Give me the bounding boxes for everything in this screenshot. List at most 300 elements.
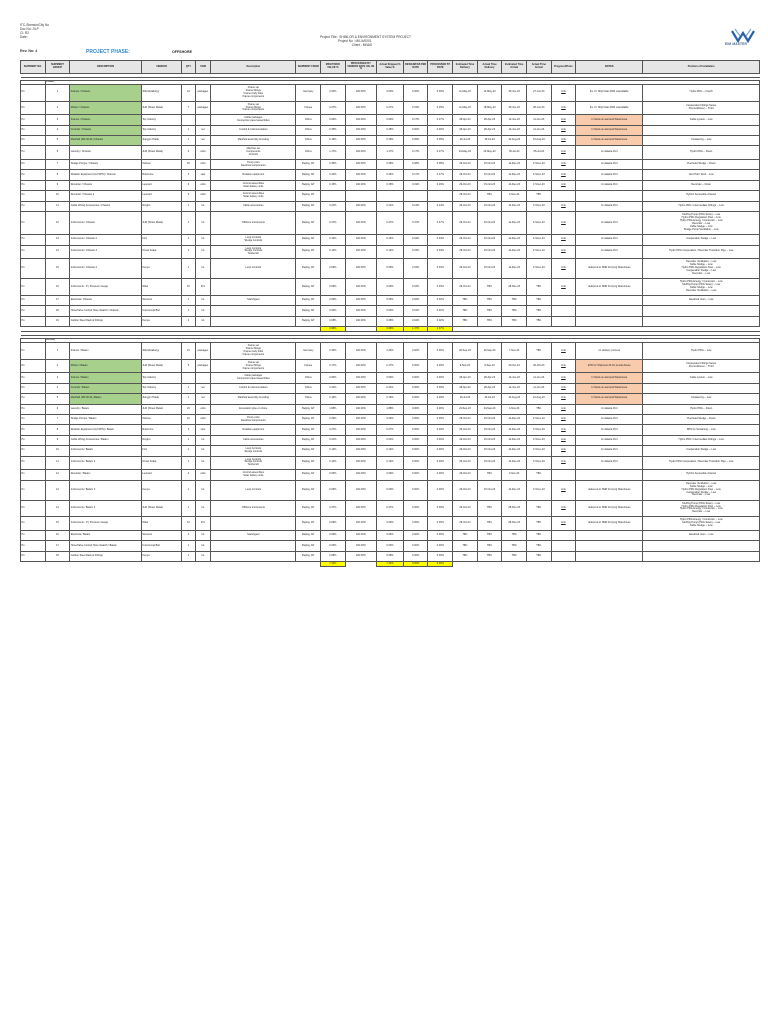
table-row <box>21 306 760 316</box>
progress-photo-link[interactable]: Link <box>551 446 576 456</box>
uom-cell: lot <box>195 480 211 500</box>
shipment-no-cell: Po <box>21 517 46 531</box>
value-cell: 0.00% <box>428 551 453 561</box>
atd-cell: 15-Oct-23 <box>477 425 502 435</box>
value-cell: 0.17% <box>403 115 428 125</box>
ata-cell: 05-Jul-23 <box>526 146 551 160</box>
value-cell: 0.36% <box>376 160 403 170</box>
position-cell: Recorder Ventilation -- Low Cable Sludge -- Low Hydro PRG Regulation Flow -- Low Cooperation Sludge -- Low Recorder -- Low <box>643 480 760 500</box>
table-row <box>21 245 760 259</box>
position-cell <box>643 551 760 561</box>
item-description-cell: Offshore instruments <box>211 212 296 235</box>
total-cell: 7.31% <box>321 562 346 567</box>
shipment-no-cell: Po <box>21 170 46 180</box>
qty-cell: 1 <box>182 295 195 305</box>
column-header: SHIPMENT FROM <box>296 61 321 74</box>
value-cell: 100.00% <box>345 517 376 531</box>
shipment-no-cell: Po <box>21 415 46 425</box>
ata-cell: 17-Dec-23 <box>526 259 551 279</box>
atd-cell: 24-May-23 <box>477 146 502 160</box>
blank-cell <box>211 562 296 567</box>
table-row <box>21 279 760 296</box>
qty-cell: 6 <box>182 191 195 201</box>
shipment-no-cell: Po <box>21 295 46 305</box>
value-cell: 0.08% <box>376 316 403 326</box>
item-description-cell: Loop Controls Sludge Controls Testbench <box>211 245 296 259</box>
eta-cell: 12-Dec-23 <box>502 201 527 211</box>
ata-cell: TBC <box>526 306 551 316</box>
value-cell: 0.03% <box>403 259 428 279</box>
ata-cell: TBC <box>526 517 551 531</box>
value-cell: 0.47% <box>428 212 453 235</box>
value-cell: 100.00% <box>345 146 376 160</box>
vendor-cell: Wika <box>141 279 181 296</box>
notes-cell: delivered to SMR Ferrying Warehouse <box>576 480 643 500</box>
progress-photo-link[interactable]: Link <box>551 517 576 531</box>
value-cell: 0.31% <box>376 383 403 393</box>
notes-cell: delivered to SMR Ferrying Warehouse <box>576 500 643 517</box>
progress-photo-link[interactable]: Link <box>551 394 576 404</box>
etd-cell: 11-May-23 <box>453 101 478 115</box>
column-header: Actual Shipped % Value % <box>376 61 403 74</box>
shipment-no-cell: Po <box>21 125 46 135</box>
value-cell: 0.01% <box>428 306 453 316</box>
shipment-from-cell: Beijing, AP <box>296 500 321 517</box>
table-row <box>21 456 760 470</box>
value-cell: 100.00% <box>345 306 376 316</box>
progress-photo-link[interactable]: Link <box>551 500 576 517</box>
column-header: QTY <box>182 61 195 74</box>
value-cell: 100.00% <box>345 180 376 190</box>
progress-photo-link[interactable]: Link <box>551 146 576 160</box>
shipment-from-cell: China <box>296 394 321 404</box>
vendor-cell: Jiangyin Haida <box>141 394 181 404</box>
value-cell: 0.35% <box>321 125 346 135</box>
atd-cell: 15-Oct-23 <box>477 245 502 259</box>
position-cell: Hydro PRG Energy / Conductor -- Low Stuffing Pump (PRG Swan) -- Low Cable Sludge -- Low Recorder Ventilation -- Low <box>643 279 760 296</box>
qty-cell: 1 <box>182 235 195 245</box>
value-cell: 0.14% <box>428 201 453 211</box>
notes-cell: At Jakarta Port <box>576 456 643 470</box>
shipment-from-cell: Beijing, AP <box>296 259 321 279</box>
progress-photo-link[interactable]: Link <box>551 170 576 180</box>
value-cell <box>345 191 376 201</box>
progress-photo-link[interactable]: Link <box>551 435 576 445</box>
value-cell: 0.17% <box>376 359 403 373</box>
position-cell: Hybrid: Accessible channel <box>643 191 760 201</box>
table-row <box>21 500 760 517</box>
progress-photo-link <box>551 316 576 326</box>
qty-cell: 1 <box>182 259 195 279</box>
vendor-cell: JLM (Sheet Metal) <box>141 359 181 373</box>
etd-cell: 24-Sep-23 <box>453 404 478 414</box>
qty-cell: 20 <box>182 160 195 170</box>
description-cell: Carbon Steel Rack & Fittings <box>70 316 142 326</box>
column-header: SHIPMENT GROUP <box>45 61 70 74</box>
vendor-cell: JFE Metallurgy <box>141 84 181 101</box>
shipment-from-cell: Beijing, AP <box>296 295 321 305</box>
progress-photo-link[interactable]: Link <box>551 245 576 259</box>
total-cell: 7.31% <box>376 562 403 567</box>
value-cell: 0.17% <box>321 359 346 373</box>
position-cell: Hydro PRG -- Fourth <box>643 84 760 101</box>
shipment-from-cell: Beijing, AP <box>296 279 321 296</box>
notes-cell: In Stock-on-demand Warehouse <box>576 383 643 393</box>
ata-cell: TBC <box>526 500 551 517</box>
etd-cell: 29-Oct-23 <box>453 201 478 211</box>
qty-cell: 1 <box>182 125 195 135</box>
value-cell: 100.00% <box>345 446 376 456</box>
progress-photo-link[interactable]: Link <box>551 359 576 373</box>
progress-photo-link[interactable]: Link <box>551 425 576 435</box>
shipment-group-cell: 9 <box>45 180 70 190</box>
table-row <box>21 201 760 211</box>
value-cell: 100.00% <box>345 160 376 170</box>
uom-cell: units <box>195 160 211 170</box>
value-cell: 0.21% <box>321 435 346 445</box>
position-cell: Hybrid: Accessible channel <box>643 470 760 480</box>
atd-cell: 15-Oct-23 <box>477 259 502 279</box>
etd-cell: 24-May-23 <box>453 146 478 160</box>
etd-cell: TBC <box>453 316 478 326</box>
position-cell: Hydro PRG -- Down <box>643 146 760 160</box>
shipment-from-cell: Beijing, AP <box>296 425 321 435</box>
value-cell: 0.08% <box>376 551 403 561</box>
description-cell: Sludge Pumps / Batam <box>70 415 142 425</box>
eta-cell: 12-Dec-23 <box>502 435 527 445</box>
blank-cell <box>296 562 321 567</box>
shipment-from-cell: Beijing, AP <box>296 446 321 456</box>
item-description-cell: Pump units Electrical components <box>211 415 296 425</box>
client: Client : MNAS <box>352 43 373 47</box>
company-logo-text: EIM MASTER <box>725 42 748 46</box>
eta-cell: 20-Oct-23 <box>502 359 527 373</box>
shipment-group-cell: 16 <box>45 530 70 540</box>
uom-cell: Pcs <box>195 279 211 296</box>
progress-photo-link[interactable]: Link <box>551 84 576 101</box>
table-row <box>21 125 760 135</box>
item-description-cell <box>211 279 296 296</box>
position-cell: Hydro PRG Cooperation / Recorder Transition Pipe -- Low <box>643 456 760 470</box>
etd-cell: 29-Oct-23 <box>453 517 478 531</box>
position-cell: RPS for Sustaining -- Low <box>643 425 760 435</box>
value-cell: 100.00% <box>345 259 376 279</box>
item-description-cell: Rotation equipment <box>211 425 296 435</box>
vendor-cell: JLM (Sheet Metal) <box>141 212 181 235</box>
value-cell: 0.62% <box>321 115 346 125</box>
progress-photo-link[interactable]: Link <box>551 456 576 470</box>
blank-cell <box>551 562 576 567</box>
shipment-no-cell: Po <box>21 136 46 146</box>
value-cell: 100.00% <box>345 383 376 393</box>
value-cell: 0.08% <box>321 316 346 326</box>
progress-photo-link[interactable]: Link <box>551 279 576 296</box>
value-cell: 0.08% <box>428 160 453 170</box>
qty-cell: 14 <box>182 84 195 101</box>
value-cell: 100.00% <box>345 394 376 404</box>
column-header: Description <box>211 61 296 74</box>
atd-cell: TBC <box>477 470 502 480</box>
qty-cell: 16 <box>182 415 195 425</box>
value-cell: 0.00% <box>403 500 428 517</box>
progress-photo-link[interactable]: Link <box>551 235 576 245</box>
shipment-no-cell: Po <box>21 101 46 115</box>
notes-cell: At Jakarta Port <box>576 404 643 414</box>
value-cell: 0.32% <box>321 170 346 180</box>
eta-cell: 12-Dec-23 <box>502 180 527 190</box>
position-cell: Unwatering -- Low <box>643 136 760 146</box>
value-cell: 0.16% <box>376 394 403 404</box>
column-header: MFG/TODIO VALUE % <box>321 61 346 74</box>
table-row <box>21 415 760 425</box>
notes-cell <box>576 295 643 305</box>
shipment-from-cell: Germany <box>296 84 321 101</box>
value-cell: 0.21% <box>376 201 403 211</box>
progress-photo-link[interactable]: Link <box>551 415 576 425</box>
shipment-from-cell: Beijing, AP <box>296 180 321 190</box>
value-cell: 0.06% <box>321 295 346 305</box>
value-cell: 0.03% <box>403 279 428 296</box>
value-cell: 0.00% <box>403 541 428 551</box>
notes-cell: At Jakarta Port <box>576 170 643 180</box>
progress-photo-link[interactable]: Link <box>551 212 576 235</box>
qty-cell: 6 <box>182 180 195 190</box>
progress-photo-link[interactable]: Link <box>551 115 576 125</box>
qty-cell: 3 <box>182 425 195 435</box>
eta-cell: 12-Dec-23 <box>502 160 527 170</box>
value-cell: 0.15% <box>403 101 428 115</box>
table-row <box>21 517 760 531</box>
notes-cell: At Jakarta Port <box>576 180 643 190</box>
ata-cell: TBC <box>526 541 551 551</box>
notes-cell: At Jakarta Port <box>576 415 643 425</box>
value-cell: 0.27% <box>321 101 346 115</box>
progress-photo-link[interactable]: Link <box>551 180 576 190</box>
table-row <box>21 115 760 125</box>
shipment-from-cell: Beijing, AP <box>296 470 321 480</box>
value-cell: 0.09% <box>321 259 346 279</box>
total-cell: 0.00% <box>403 562 428 567</box>
position-cell: Cable system -- Low <box>643 373 760 383</box>
position-cell: Vent Hall / Roof -- Low <box>643 170 760 180</box>
value-cell: 100.00% <box>345 295 376 305</box>
eta-cell: 12-Dec-23 <box>502 170 527 180</box>
item-description-cell <box>211 551 296 561</box>
description-cell: Recorder / Chassis <box>70 180 142 190</box>
progress-photo-link[interactable]: Link <box>551 201 576 211</box>
item-description-cell: Cable accessories <box>211 201 296 211</box>
value-cell: 0.09% <box>376 279 403 296</box>
table-row <box>21 235 760 245</box>
value-cell: 0.00% <box>321 84 346 101</box>
progress-photo-link <box>551 530 576 540</box>
description-cell: Motors / Chassis <box>70 101 142 115</box>
value-cell: 0.00% <box>403 84 428 101</box>
notes-cell <box>576 470 643 480</box>
value-cell <box>403 191 428 201</box>
value-cell: 100.00% <box>345 415 376 425</box>
blank-cell <box>141 562 181 567</box>
table-row <box>21 295 760 305</box>
progress-photo-link[interactable]: Link <box>551 101 576 115</box>
description-cell: Frames / Batam <box>70 373 142 383</box>
progress-photo-link[interactable]: Link <box>551 383 576 393</box>
value-cell: 1.17% <box>376 146 403 160</box>
shipment-group-cell: 5 <box>45 136 70 146</box>
shipment-from-cell: China <box>296 125 321 135</box>
qty-cell: 16 <box>182 279 195 296</box>
shipment-from-cell: Beijing, AP <box>296 316 321 326</box>
description-cell: Instruments / Batam 4 <box>70 500 142 517</box>
description-cell: Electrical / Batam <box>70 530 142 540</box>
position-cell: Hydro PRG -- Down <box>643 404 760 414</box>
table-row <box>21 541 760 551</box>
value-cell: 0.00% <box>403 530 428 540</box>
value-cell: 100.00% <box>345 343 376 360</box>
shipment-group-cell: 17 <box>45 541 70 551</box>
value-cell: 0.00% <box>428 373 453 383</box>
value-cell: 0.04% <box>403 245 428 259</box>
progress-photo-link[interactable]: Link <box>551 160 576 170</box>
atd-cell: 28-Apr-23 <box>477 125 502 135</box>
shipment-from-cell: Beijing, AP <box>296 517 321 531</box>
shipment-no-cell: Po <box>21 530 46 540</box>
value-cell: 100.00% <box>345 101 376 115</box>
etd-cell: 28-Apr-23 <box>453 125 478 135</box>
value-cell: 0.27% <box>376 425 403 435</box>
qty-cell: 21 <box>182 343 195 360</box>
value-cell: 0.03% <box>428 259 453 279</box>
value-cell: 0.14% <box>403 201 428 211</box>
etd-cell: 29-Oct-23 <box>453 480 478 500</box>
value-cell: 0.00% <box>428 456 453 470</box>
qty-cell <box>182 115 195 125</box>
column-header: PROCESSED BY VENDOR DATE VALUE % <box>345 61 376 74</box>
shipment-from-cell: Beijing, AP <box>296 435 321 445</box>
ata-cell: 20-Oct-23 <box>526 359 551 373</box>
shipment-no-cell: Po <box>21 551 46 561</box>
uom-cell: units <box>195 180 211 190</box>
ata-cell: 17-Dec-23 <box>526 480 551 500</box>
shipment-group-cell: 2 <box>45 101 70 115</box>
uom-cell: Pcs <box>195 517 211 531</box>
blank-cell <box>502 562 527 567</box>
value-cell: 0.47% <box>403 212 428 235</box>
position-cell <box>643 383 760 393</box>
notes-cell: In Stock-on-demand Warehouse <box>576 115 643 125</box>
qty-cell: 1 <box>182 551 195 561</box>
value-cell: 0.60% <box>376 373 403 383</box>
etd-cell: 15-Jul-23 <box>453 136 478 146</box>
value-cell: 0.00% <box>428 435 453 445</box>
progress-photo-link[interactable]: Link <box>551 343 576 360</box>
atd-cell: TBC <box>477 551 502 561</box>
value-cell: 0.09% <box>376 480 403 500</box>
etd-cell: 29-Oct-23 <box>453 470 478 480</box>
value-cell: 0.05% <box>428 136 453 146</box>
header-line-4: Date: <box>20 35 28 39</box>
notes-cell: At Jakarta Port <box>576 201 643 211</box>
value-cell: 0.17% <box>403 170 428 180</box>
value-cell: 0.08% <box>403 160 428 170</box>
vendor-cell: JLM (Sheet Metal) <box>141 500 181 517</box>
total-cell: 3.98% <box>321 327 346 332</box>
shipment-group-cell: 2 <box>45 359 70 373</box>
progress-photo-link[interactable]: Link <box>551 136 576 146</box>
shipment-group-cell: 15 <box>45 517 70 531</box>
value-cell: 0.12% <box>376 456 403 470</box>
item-description-cell: Machine set Components Controls <box>211 146 296 160</box>
column-header: VENDOR <box>141 61 181 74</box>
etd-cell: 15-Jul-23 <box>453 394 478 404</box>
uom-cell: lot <box>195 435 211 445</box>
value-cell: 0.00% <box>403 394 428 404</box>
progress-photo-link <box>551 191 576 201</box>
column-header: Position of Installation <box>643 61 760 74</box>
project-title: Project Title : SHIMLOR & ENVIRONMENT SYSTEM PROJECT <box>320 35 411 39</box>
item-description-cell: Cable packages Connection panel assemblies <box>211 115 296 125</box>
notes-cell: delivered to SMR Ferrying Warehouse <box>576 517 643 531</box>
shipment-no-cell: Po <box>21 245 46 259</box>
total-cell: 3.98% <box>376 327 403 332</box>
ata-cell: TBC <box>526 343 551 360</box>
shipment-no-cell: Po <box>21 191 46 201</box>
item-description-cell: Cable packages Connection panel assemblies <box>211 373 296 383</box>
etd-cell: TBC <box>453 551 478 561</box>
progress-photo-link[interactable]: Link <box>551 259 576 279</box>
progress-photo-link[interactable]: Link <box>551 480 576 500</box>
notes-cell: At Jakarta Port <box>576 245 643 259</box>
column-header: PROCESSED BY DATE <box>428 61 453 74</box>
uom-cell: lot <box>195 212 211 235</box>
totals-row <box>21 562 760 567</box>
value-cell: 0.06% <box>376 530 403 540</box>
description-cell: Manifold (MF-06-01) Chassis <box>70 136 142 146</box>
shipment-group-cell: 10 <box>45 446 70 456</box>
vendor-cell: JLM (Sheet Metal) <box>141 146 181 160</box>
ata-cell: 10-Aug-23 <box>526 394 551 404</box>
vendor-cell: Leonard <box>141 180 181 190</box>
ata-cell: 17-Dec-23 <box>526 456 551 470</box>
item-description-cell <box>211 517 296 531</box>
shipment-no-cell: Po <box>21 160 46 170</box>
shipment-from-cell: China <box>296 146 321 160</box>
shipment-no-cell: Po <box>21 470 46 480</box>
value-cell: 100.00% <box>345 115 376 125</box>
value-cell: 0.00% <box>428 517 453 531</box>
vendor-cell: Xiamen <box>141 415 181 425</box>
progress-photo-link[interactable]: Link <box>551 373 576 383</box>
value-cell: 0.27% <box>376 101 403 115</box>
qty-cell: 24 <box>182 404 195 414</box>
etd-cell: 28-Apr-23 <box>453 115 478 125</box>
vendor-cell: Rotomore <box>141 170 181 180</box>
table-row <box>21 480 760 500</box>
table-body <box>21 74 760 567</box>
eta-cell: 12-Dec-23 <box>502 259 527 279</box>
value-cell: 0.00% <box>403 373 428 383</box>
notes-cell <box>576 306 643 316</box>
position-cell: Hydro PRG Energy / Conductor -- Low Stuffing Pump (PRG Swan) -- Low Cable Sludge -- Low <box>643 517 760 531</box>
notes-cell: delivered to SMR Ferrying Warehouse <box>576 259 643 279</box>
uom-cell: packages <box>195 343 211 360</box>
notes-cell: At Jakarta Port <box>576 212 643 235</box>
shipment-no-cell: Po <box>21 383 46 393</box>
progress-photo-link[interactable]: Link <box>551 404 576 414</box>
progress-photo-link[interactable]: Link <box>551 125 576 135</box>
shipment-group-cell: 14 <box>45 245 70 259</box>
vendor-cell: FLU <box>141 235 181 245</box>
